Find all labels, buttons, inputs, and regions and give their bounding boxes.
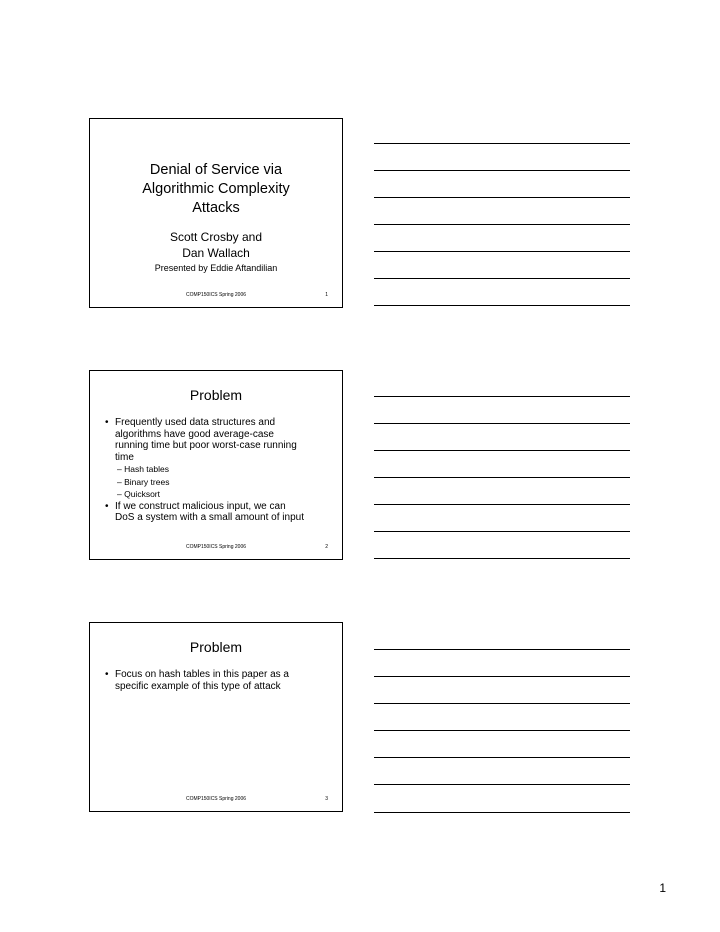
bullet-line: running time but poor worst-case running — [115, 440, 297, 451]
author-line: Dan Wallach — [182, 246, 250, 260]
page-number: 1 — [659, 881, 666, 895]
note-line — [374, 170, 630, 171]
slide-heading: Problem — [189, 639, 243, 655]
footer-course: COMP150ICS Spring 2006 — [185, 796, 247, 802]
slide-authors — [90, 229, 342, 261]
sub-item: – Quicksort — [117, 489, 160, 499]
title-line: Attacks — [192, 200, 240, 216]
author-line: Scott Crosby and — [169, 230, 263, 244]
note-line — [374, 278, 630, 279]
note-line — [374, 703, 630, 704]
note-line — [374, 676, 630, 677]
bullet-line: If we construct malicious input, we can — [115, 500, 286, 512]
slide-presenter: Presented by Eddie Aftandilian — [154, 263, 278, 273]
note-line — [374, 477, 630, 478]
slide-2 — [89, 370, 343, 560]
note-line — [374, 730, 630, 731]
note-line — [374, 450, 630, 451]
bullet-line: algorithms have good average-case — [115, 428, 274, 440]
bullet-line: Frequently used data structures and — [115, 417, 276, 428]
footer-course: COMP150ICS Spring 2006 — [185, 544, 247, 550]
note-line — [374, 784, 630, 785]
bullet-item — [104, 501, 328, 524]
note-line — [374, 649, 630, 650]
slide-footer — [90, 292, 342, 302]
bullet-line: DoS a system with a small amount of input — [115, 512, 304, 523]
bullet-icon: • — [105, 417, 109, 428]
bullet-icon: • — [105, 669, 109, 680]
note-line — [374, 396, 630, 397]
slide-title — [90, 161, 342, 218]
slide-3 — [89, 622, 343, 812]
slide-number: 3 — [325, 796, 328, 802]
note-line — [374, 423, 630, 424]
sub-item: – Binary trees — [117, 476, 170, 487]
title-line: Denial of Service via — [149, 162, 283, 178]
bullet-icon: • — [105, 500, 109, 512]
slide-number: 1 — [325, 292, 328, 298]
bullet-line: time — [115, 451, 134, 463]
note-line — [374, 504, 630, 505]
bullet-line: Focus on hash tables in this paper as a — [115, 669, 289, 680]
note-line — [374, 143, 630, 144]
slide-number: 2 — [325, 544, 328, 550]
bullet-item — [104, 669, 328, 692]
slide-1 — [89, 118, 343, 308]
footer-course: COMP150ICS Spring 2006 — [185, 292, 247, 298]
note-line — [374, 251, 630, 252]
note-line — [374, 558, 630, 559]
bullet-line: specific example of this type of attack — [115, 680, 281, 692]
sub-item: – Hash tables — [117, 464, 169, 474]
note-line — [374, 531, 630, 532]
bullet-item — [104, 417, 328, 463]
title-line: Algorithmic Complexity — [142, 181, 290, 197]
slide-footer — [90, 544, 342, 554]
note-line — [374, 197, 630, 198]
note-line — [374, 812, 630, 813]
note-line — [374, 305, 630, 306]
note-line — [374, 757, 630, 758]
slide-body — [104, 669, 328, 692]
note-line — [374, 224, 630, 225]
slide-heading: Problem — [189, 387, 243, 403]
slide-footer — [90, 796, 342, 806]
sub-list — [104, 463, 328, 501]
slide-body — [104, 417, 328, 524]
